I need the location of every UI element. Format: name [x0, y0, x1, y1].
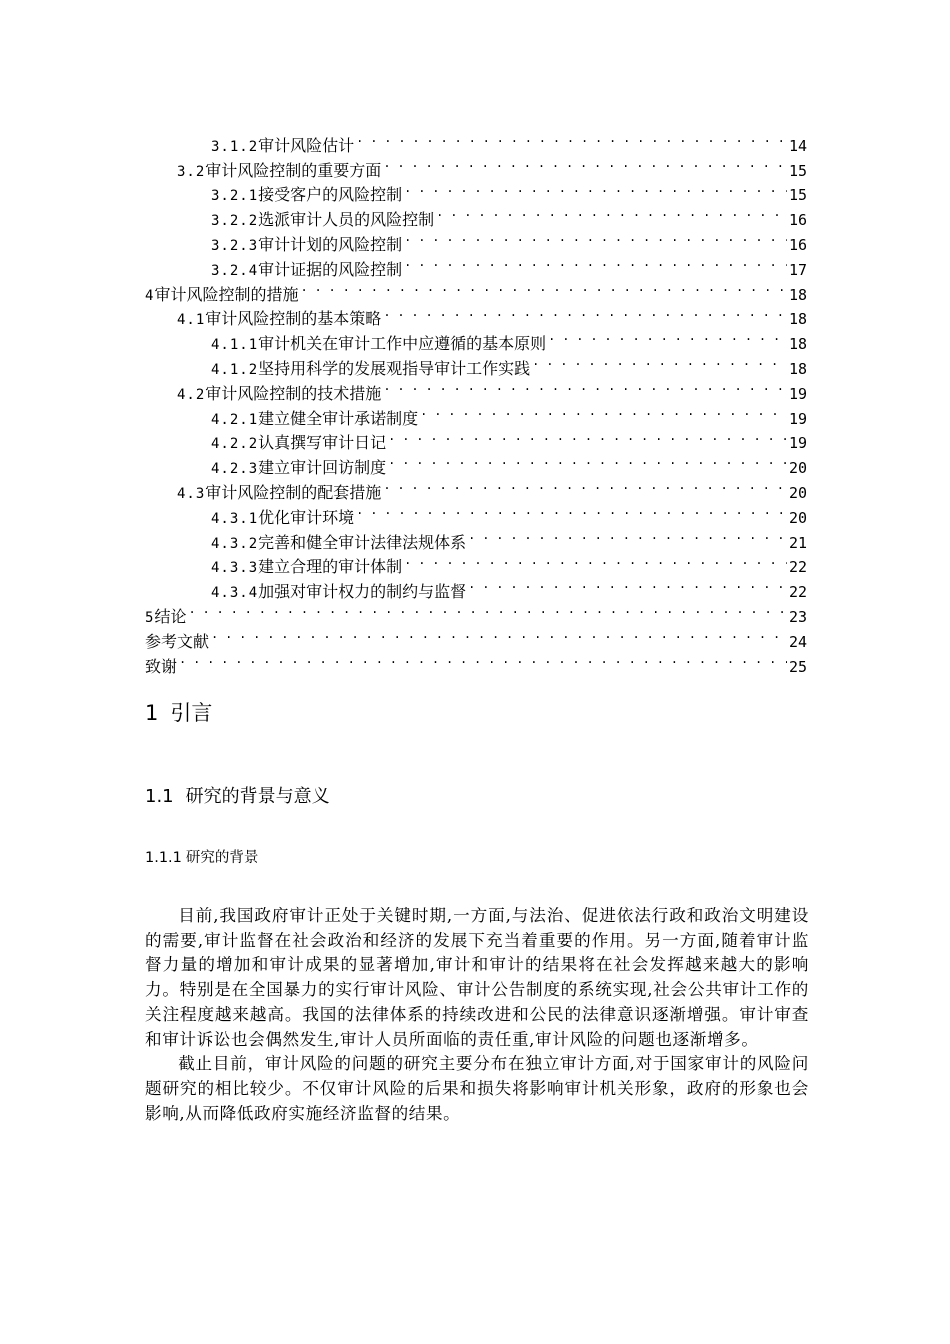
toc-entry-page-number: 18	[788, 335, 807, 354]
toc-entry-page-number: 22	[788, 558, 807, 577]
toc-entry-page-number: 19	[788, 409, 807, 428]
toc-entry-number: 4.2.2	[211, 436, 259, 453]
toc-entry-page-number: 17	[788, 260, 807, 279]
toc-entry-number: 4.2.3	[211, 461, 259, 478]
toc-entry-number: 4.1	[177, 312, 206, 329]
toc-entry-page-number: 21	[788, 533, 807, 552]
toc-entry-title: 接受客户的风险控制	[258, 185, 403, 205]
toc-entry-page-number: 24	[788, 632, 807, 651]
toc-entry-title: 完善和健全审计法律法规体系	[258, 532, 467, 552]
section-number: 1.1	[145, 786, 174, 807]
chapter-title: 引言	[170, 701, 213, 725]
toc-entry-number: 4.3.4	[211, 585, 259, 602]
toc-entry-title: 审计计划的风险控制	[258, 234, 403, 254]
toc-entry-page-number: 20	[788, 483, 807, 502]
toc-entry-number: 4.2.1	[211, 411, 259, 428]
toc-entry-page-number: 15	[788, 186, 807, 205]
toc-entry-number: 4	[145, 287, 155, 304]
table-of-contents	[145, 126, 807, 676]
toc-entry-title: 审计风险控制的重要方面	[205, 160, 382, 180]
toc-entry[interactable]	[145, 647, 807, 676]
toc-dot-leader	[548, 324, 787, 349]
toc-entry-title: 加强对审计权力的制约与监督	[258, 582, 467, 602]
toc-entry-number: 4.3.2	[211, 535, 259, 552]
toc-dot-leader	[404, 225, 787, 250]
chapter-heading	[145, 698, 212, 728]
section-heading	[145, 783, 330, 811]
subsection-number: 1.1.1	[145, 850, 182, 866]
toc-entry-page-number: 16	[788, 235, 807, 254]
toc-dot-leader	[383, 300, 787, 325]
toc-dot-leader	[188, 597, 786, 622]
toc-entry-title: 参考文献	[145, 631, 210, 651]
toc-entry-title: 审计机关在审计工作中应遵循的基本原则	[258, 334, 547, 354]
toc-dot-leader	[436, 200, 787, 225]
toc-entry-title: 坚持用科学的发展观指导审计工作实践	[258, 358, 531, 378]
toc-entry-page-number: 22	[788, 583, 807, 602]
toc-entry-title: 建立审计回访制度	[258, 458, 387, 478]
toc-entry-number: 4.1.2	[211, 361, 259, 378]
toc-entry-title: 建立健全审计承诺制度	[258, 408, 419, 428]
toc-dot-leader	[420, 399, 787, 424]
toc-entry-number: 3.2.2	[211, 213, 259, 230]
toc-entry-title: 认真撰写审计日记	[258, 433, 387, 453]
toc-entry-title: 审计风险控制的配套措施	[205, 482, 382, 502]
toc-entry-title: 选派审计人员的风险控制	[258, 210, 435, 230]
toc-entry-page-number: 18	[788, 310, 807, 329]
toc-entry-page-number: 19	[788, 384, 807, 403]
toc-dot-leader	[356, 126, 787, 151]
toc-entry-page-number: 20	[788, 459, 807, 478]
toc-dot-leader	[179, 647, 787, 672]
paragraph: 目前,我国政府审计正处于关键时期,一方面,与法治、促进依法行政和政治文明建设的需要,审计监督在社会政治和经济的发展下充当着重要的作用。另一方面,随着审计监督力量的增加和审计成果的显著增加,审计和审计的结果将在社会发挥越来越大的影响力。特别是在全国暴力的实行审计风险、审计公告制度的系统实现,社会公共审计工作的关注程度越来越高。我国的法律体系的持续改进和公民的法律意识逐渐增强。审计审查和审计诉讼也会偶然发生,审计人员所面临的责任重,审计风险的问题也逐渐增多。	[145, 906, 809, 1049]
toc-dot-leader	[468, 523, 787, 548]
toc-dot-leader	[356, 498, 787, 523]
subsection-title: 研究的背景	[185, 850, 259, 866]
toc-entry-title: 优化审计环境	[258, 507, 355, 527]
toc-dot-leader	[388, 424, 787, 449]
toc-entry-title: 审计风险控制的基本策略	[205, 309, 382, 329]
toc-dot-leader	[211, 622, 787, 647]
toc-entry-page-number: 23	[788, 607, 807, 626]
toc-dot-leader	[383, 151, 787, 176]
toc-entry-page-number: 20	[788, 508, 807, 527]
toc-entry-page-number: 18	[788, 285, 807, 304]
toc-entry[interactable]	[145, 597, 807, 626]
toc-entry[interactable]	[145, 126, 807, 155]
toc-dot-leader	[404, 548, 787, 573]
toc-dot-leader	[468, 572, 787, 597]
toc-entry-number: 3.2.3	[211, 237, 259, 254]
toc-entry-page-number: 19	[788, 434, 807, 453]
toc-entry-number: 3.2.4	[211, 262, 259, 279]
toc-entry-number: 4.3.3	[211, 560, 259, 577]
toc-dot-leader	[300, 275, 786, 300]
toc-entry-number: 4.3	[177, 485, 206, 502]
section-title: 研究的背景与意义	[185, 786, 330, 807]
toc-entry[interactable]	[145, 622, 807, 651]
toc-entry-title: 审计风险估计	[258, 135, 355, 155]
toc-entry-page-number: 18	[788, 359, 807, 378]
toc-entry-number: 3.2.1	[211, 188, 259, 205]
toc-dot-leader	[404, 250, 787, 275]
toc-entry-page-number: 25	[788, 657, 807, 676]
body-text	[145, 904, 809, 1126]
subsection-heading	[145, 846, 258, 870]
toc-entry-title: 审计风险控制的措施	[154, 284, 299, 304]
toc-entry-title: 审计风险控制的技术措施	[205, 383, 382, 403]
toc-dot-leader	[383, 473, 787, 498]
toc-entry-title: 致谢	[145, 656, 178, 676]
toc-entry-number: 3.2	[177, 163, 206, 180]
toc-entry-page-number: 15	[788, 161, 807, 180]
toc-entry-number: 4.3.1	[211, 510, 259, 527]
paragraph: 截止目前，审计风险的问题的研究主要分布在独立审计方面,对于国家审计的风险问题研究的相比较少。不仅审计风险的后果和损失将影响审计机关形象，政府的形象也会影响,从而降低政府实施经济监督的结果。	[145, 1054, 809, 1123]
toc-entry-title: 结论	[154, 606, 187, 626]
toc-dot-leader	[532, 349, 787, 374]
toc-entry-number: 5	[145, 609, 155, 626]
toc-dot-leader	[404, 176, 787, 201]
chapter-number: 1	[145, 701, 159, 725]
toc-entry-title: 建立合理的审计体制	[258, 557, 403, 577]
toc-entry-number: 4.2	[177, 386, 206, 403]
toc-entry-page-number: 16	[788, 211, 807, 230]
toc-entry-title: 审计证据的风险控制	[258, 259, 403, 279]
toc-entry-number: 3.1.2	[211, 138, 259, 155]
toc-entry-number: 4.1.1	[211, 337, 259, 354]
toc-entry-page-number: 14	[788, 136, 807, 155]
toc-dot-leader	[383, 374, 787, 399]
toc-dot-leader	[388, 448, 787, 473]
